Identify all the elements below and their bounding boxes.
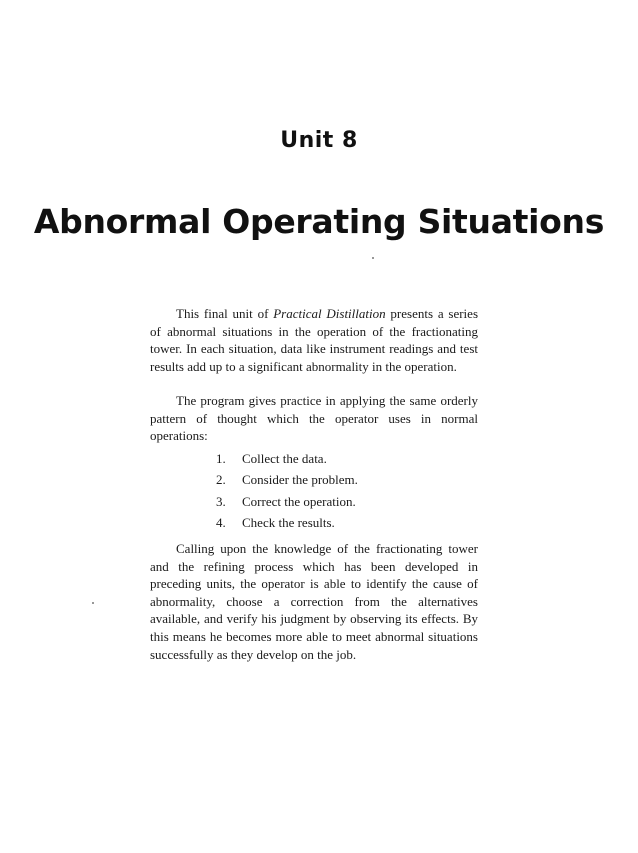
step-number: 2. — [216, 472, 226, 488]
program-paragraph — [150, 392, 478, 445]
step-number: 4. — [216, 514, 226, 530]
step-text: Consider the problem. — [242, 472, 358, 488]
book-title: Practical Distillation — [273, 306, 386, 321]
list-item — [216, 515, 456, 536]
steps-list — [216, 451, 456, 536]
list-item — [216, 494, 456, 515]
scan-speck — [92, 602, 94, 604]
intro-text-start: This final unit of — [176, 306, 274, 321]
step-text: Correct the operation. — [242, 493, 356, 509]
list-item — [216, 472, 456, 493]
unit-title: Abnormal Operating Situations — [33, 202, 605, 241]
scan-speck — [372, 257, 374, 259]
step-number: 3. — [216, 493, 226, 509]
list-item — [216, 451, 456, 472]
closing-paragraph — [150, 540, 478, 663]
intro-paragraph — [150, 305, 478, 375]
intro-text-end: presents a series of abnormal situations in the operation of the fractionating tower. In each situation, data like instrument readings and test results add up to a significant abnormality in the operation. — [150, 306, 479, 374]
step-text: Check the results. — [242, 514, 335, 530]
program-paragraph-text: The program gives practice in applying the same orderly pattern of thought which the operator uses in normal operations: — [150, 393, 478, 444]
step-text: Collect the data. — [242, 451, 327, 466]
step-number: 1. — [216, 451, 226, 466]
unit-label: Unit 8 — [280, 128, 358, 153]
closing-paragraph-text: Calling upon the knowledge of the fractionating tower and the refining process which has been developed in preceding units, the operator is able to identify the cause of abnormality, choose a correction from the alternatives available, and verify his judgment by observing its effects. By this means he becomes more able to meet abnormal situations successfully as they develop on the job. — [150, 541, 478, 662]
